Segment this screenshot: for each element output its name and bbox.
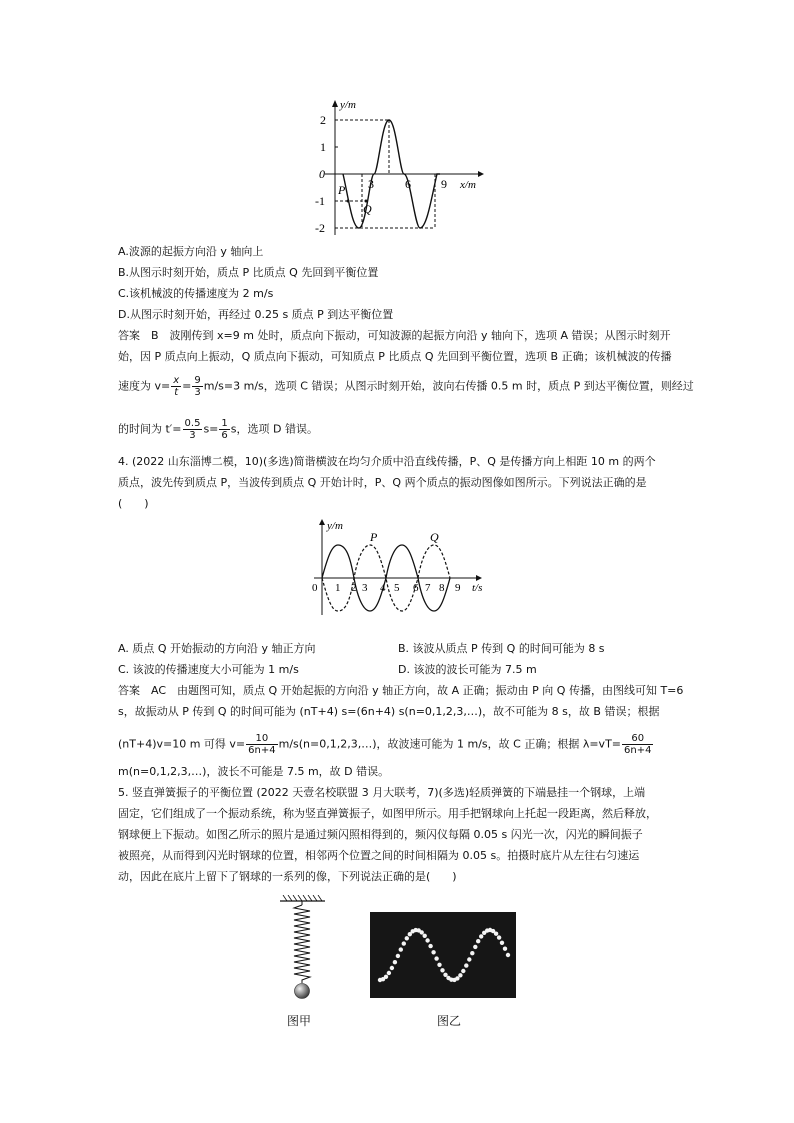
graph2-label-q: Q [430,530,439,544]
spring-coil [294,905,310,983]
graph1-label-p: P [338,183,346,197]
strobe-ball-dot [420,930,424,934]
strobe-ball-dot [390,966,394,970]
strobe-ball-dot [405,936,409,940]
strobe-ball-dot [384,975,388,979]
q4-answer-line-1: 答案 AC 由题图可知，质点 Q 开始起振的方向沿 y 轴正方向，故 A 正确；振动由 P 向 Q 传播，由图线可知 T=6 [118,684,684,697]
strobe-ball-dot [500,941,504,945]
graph2-x-label: t/s [472,582,483,594]
q4-stem-line-2: 质点，波先传到质点 P，当波传到质点 Q 开始计时，P、Q 两个质点的振动图像如图所示。下列说法正确的是 [118,476,647,489]
graph1-ytick-2: 2 [320,113,326,127]
graph1-xtick-9: 9 [441,177,447,191]
q4-fraction-lambda: $\frac{60}{6n+4}$ [624,733,652,756]
q4-option-c: C. 该波的传播速度大小可能为 1 m/s [118,663,299,676]
spring-oscillator-figure [275,895,330,1007]
graph1-ytick-1: 1 [320,140,326,154]
strobe-ball-dot [402,941,406,945]
q3-answer-line-4: 的时间为 t′= $\frac{0.5}{3}$ s= $\frac{1}{6}$ s，选项 D 错误。 [118,418,318,441]
q3-fraction-1-6: $\frac{1}{6}$ [221,418,228,441]
graph2-xtick-7: 7 [425,582,431,594]
q3-fraction-05-3: $\frac{0.5}{3}$ [184,418,201,441]
strobe-ball-dot [428,944,432,948]
strobe-ball-dot [467,957,471,961]
graph1-x-label: x/m [460,179,476,191]
q3-option-d: D.从图示时刻开始，再经过 0.25 s 质点 P 到达平衡位置 [118,308,394,321]
strobe-ball-dot [396,954,400,958]
q5-stem-line-3: 钢球便上下振动。如图乙所示的照片是通过频闪照相得到的，频闪仪每隔 0.05 s 闪光一次，闪光的瞬间振子 [118,828,643,841]
q4-answer-line-4: m(n=0,1,2,3,…)，波长不可能是 7.5 m，故 D 错误。 [118,765,390,778]
graph2-xtick-8: 8 [439,582,445,594]
graph1-label-q: Q [363,202,372,216]
graph1-ytick-m1: -1 [315,194,325,208]
q4-answer-line-3: (nT+4)v=10 m 可得 v= $\frac{10}{6n+4}$ m/s(n=0,1,2,3,…)，故波速可能为 1 m/s，故 C 正确；根据 λ=vT= $\frac{60}{6n+4}$ [118,733,652,756]
graph1-y-label: y/m [340,99,356,111]
q4-stem-line-1: 4. (2022 山东淄博二模，10)(多选)简谐横波在均匀介质中沿直线传播，P、Q 是传播方向上相距 10 m 的两个 [118,455,656,468]
graph1-x-arrow [478,171,484,177]
strobe-ball-dot [476,939,480,943]
strobe-ball-dot [431,950,435,954]
strobe-ball-dot [437,963,441,967]
strobe-ball-dot [461,969,465,973]
graph2-xtick-4: 4 [380,582,386,594]
q3-option-c: C.该机械波的传播速度为 2 m/s [118,287,274,300]
q4-option-d: D. 该波的波长可能为 7.5 m [398,663,537,676]
strobe-ball-dot [503,947,507,951]
graph2-xtick-3: 3 [362,582,368,594]
caption-figure-jia: 图甲 [287,1014,312,1028]
strobe-photo-figure [370,912,516,998]
q4-option-b: B. 该波从质点 P 传到 Q 的时间可能为 8 s [398,642,605,655]
graph2-xtick-2: 2 [351,582,357,594]
q5-stem-line-2: 固定，它们组成了一个振动系统，称为竖直弹簧振子，如图甲所示。用手把钢球向上托起一段距离，然后释放， [118,807,657,820]
graph2-label-p: P [370,530,378,544]
strobe-ball-dot [434,956,438,960]
wave-graph-1 [300,95,500,240]
strobe-ball-dot [399,947,403,951]
strobe-ball-dot [506,953,510,957]
strobe-ball-dot [443,973,447,977]
strobe-ball-dot [470,951,474,955]
q3-answer-line-2: 始，因 P 质点向上振动，Q 质点向下振动，可知质点 P 比质点 Q 先回到平衡位置，选项 B 正确；该机械波的传播 [118,350,672,363]
q3-answer-3a: 速度为 v= [118,379,171,393]
q3-fraction-93: $\frac{9}{3}$ [194,375,201,398]
caption-figure-yi: 图乙 [437,1014,462,1028]
graph1-y-arrow [332,100,338,107]
strobe-ball-dot [440,968,444,972]
strobe-ball-dot [458,973,462,977]
graph1-ytick-m2: -2 [315,221,325,235]
strobe-ball-dot [479,934,483,938]
vibration-graph-pq [300,515,500,625]
q4-option-a: A. 质点 Q 开始振动的方向沿 y 轴正方向 [118,642,316,655]
graph1-xtick-6: 6 [405,177,411,191]
q4-fraction-v: $\frac{10}{6n+4}$ [248,733,276,756]
strobe-ball-dot [425,938,429,942]
graph2-xtick-5: 5 [394,582,400,594]
q3-answer-line-3: 速度为 v= $\frac{x}{t}$ = $\frac{9}{3}$ m/s=3 m/s，选项 C 错误；从图示时刻开始，波向右传播 0.5 m 时，质点 P 到达平衡位置，则经过 [118,375,694,398]
steel-ball [295,984,310,999]
q5-stem-line-1: 5. 竖直弹簧振子的平衡位置 (2022 天壹名校联盟 3 月大联考，7)(多选)轻质弹簧的下端悬挂一个钢球，上端 [118,786,646,799]
graph2-xtick-0: 0 [312,582,318,594]
strobe-ball-dot [494,932,498,936]
graph2-xtick-1: 1 [335,582,341,594]
graph1-point-p [347,200,350,203]
q3-option-b: B.从图示时刻开始，质点 P 比质点 Q 先回到平衡位置 [118,266,379,279]
graph1-ytick-0: 0 [319,167,325,181]
strobe-ball-dot [393,960,397,964]
graph1-xtick-3: 3 [368,177,374,191]
q4-answer-line-2: s，故振动从 P 传到 Q 的时间可能为 (nT+4) s=(6n+4) s(n=0,1,2,3,…)，故不可能为 8 s，故 B 错误；根据 [118,705,660,718]
graph2-xtick-6: 6 [413,582,419,594]
strobe-ball-dot [473,945,477,949]
q4-stem-line-3: ( ) [118,497,149,510]
strobe-photo-background [370,912,516,998]
q5-stem-line-5: 动，因此在底片上留下了钢球的一系列的像，下列说法正确的是( ) [118,870,457,883]
q3-answer-line-1: 答案 B 波刚传到 x=9 m 处时，质点向下振动，可知波源的起振方向沿 y 轴向下，选项 A 错误；从图示时刻开 [118,329,671,342]
q3-option-a: A.波源的起振方向沿 y 轴向上 [118,245,264,258]
strobe-ball-dot [387,971,391,975]
strobe-ball-dot [464,963,468,967]
q3-answer-3b: m/s=3 m/s，选项 C 错误；从图示时刻开始，波向右传播 0.5 m 时，质点 P 到达平衡位置，则经过 [203,379,694,393]
strobe-ball-dot [423,934,427,938]
strobe-ball-dot [497,935,501,939]
graph2-xtick-9: 9 [455,582,461,594]
q5-stem-line-4: 被照亮，从而得到闪光时钢球的位置，相邻两个位置之间的时间相隔为 0.05 s。拍摄时底片从左往右匀速运 [118,849,640,862]
graph2-y-label: y/m [327,520,343,532]
q3-fraction-xt: $\frac{x}{t}$ [173,375,180,398]
